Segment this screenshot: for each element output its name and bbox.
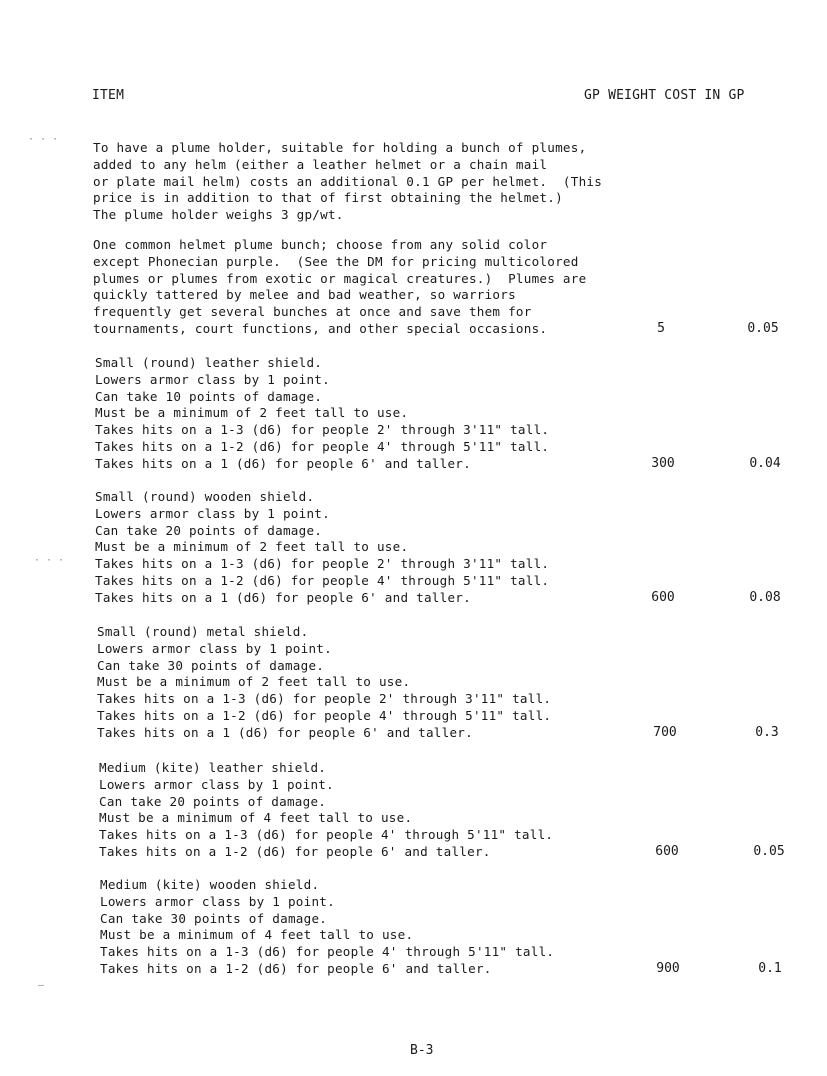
item-description-line: Takes hits on a 1-2 (d6) for people 4' through 5'11" tall. <box>97 707 552 723</box>
item-description-line: Small (round) metal shield. <box>97 624 309 639</box>
item-description-line: or plate mail helm) costs an additional 0.1 GP per helmet. (This <box>93 173 603 189</box>
item-description-line: frequently get several bunches at once and save them for <box>93 304 532 320</box>
item-weight: 600 <box>651 589 675 605</box>
item-description-line: Takes hits on a 1-2 (d6) for people 6' and taller. <box>99 843 491 859</box>
item-description-line: Must be a minimum of 2 feet tall to use. <box>97 674 411 690</box>
item-description-line: tournaments, court functions, and other special occasions. <box>93 320 548 336</box>
item-cost: 0.05 <box>753 844 785 859</box>
item-description-line: Lowers armor class by 1 point. <box>95 505 330 521</box>
item-description-line: One common helmet plume bunch; choose from any solid color <box>93 237 548 252</box>
item-description-line: price is in addition to that of first obtaining the helmet.) <box>93 190 563 206</box>
item-description-line: Can take 20 points of damage. <box>99 793 327 809</box>
item-entry <box>93 140 813 224</box>
item-weight: 900 <box>656 961 680 976</box>
item-cost: 0.08 <box>749 589 781 605</box>
item-description-line: Takes hits on a 1-2 (d6) for people 6' and taller. <box>100 960 492 976</box>
item-entry <box>95 355 815 473</box>
item-description-line: Can take 30 points of damage. <box>100 910 328 926</box>
scan-mark: · · · <box>34 555 65 566</box>
item-description-line: Takes hits on a 1-3 (d6) for people 2' through 3'11" tall. <box>95 422 550 438</box>
item-description-line: Lowers armor class by 1 point. <box>100 893 335 909</box>
column-header-weight-cost: GP WEIGHT COST IN GP <box>584 88 745 103</box>
item-description-line: Takes hits on a 1 (d6) for people 6' and taller. <box>95 455 471 471</box>
item-description-line: Lowers armor class by 1 point. <box>99 776 334 792</box>
item-description-line: Medium (kite) leather shield. <box>99 760 327 775</box>
item-description-line: Must be a minimum of 4 feet tall to use. <box>99 810 413 826</box>
item-description-line: Takes hits on a 1 (d6) for people 6' and taller. <box>97 724 473 740</box>
item-description-line: added to any helm (either a leather helmet or a chain mail <box>93 156 548 172</box>
item-description-line: Takes hits on a 1-3 (d6) for people 4' through 5'11" tall. <box>99 827 554 843</box>
item-description-line: Takes hits on a 1 (d6) for people 6' and taller. <box>95 589 471 605</box>
item-weight: 700 <box>653 724 677 740</box>
page-number: B-3 <box>410 1043 434 1058</box>
item-description-line: except Phonecian purple. (See the DM for pricing multicolored <box>93 253 579 269</box>
item-description-line: Can take 30 points of damage. <box>97 657 325 673</box>
item-description-line: To have a plume holder, suitable for holding a bunch of plumes, <box>93 140 587 155</box>
item-description-line: Takes hits on a 1-2 (d6) for people 4' through 5'11" tall. <box>95 438 550 454</box>
item-description-line: Must be a minimum of 2 feet tall to use. <box>95 405 409 421</box>
item-description-line: Lowers armor class by 1 point. <box>95 371 330 387</box>
item-weight: 600 <box>655 844 679 859</box>
item-entry <box>95 489 815 607</box>
item-entry <box>93 237 813 338</box>
scan-mark: · · · <box>28 134 59 145</box>
item-description-line: Can take 10 points of damage. <box>95 388 323 404</box>
item-description-line: Small (round) leather shield. <box>95 355 323 370</box>
item-description-line: Must be a minimum of 2 feet tall to use. <box>95 539 409 555</box>
item-description-line: The plume holder weighs 3 gp/wt. <box>93 207 344 223</box>
item-entry <box>97 624 817 742</box>
item-description-line: plumes or plumes from exotic or magical creatures.) Plumes are <box>93 270 587 286</box>
item-description-line: Lowers armor class by 1 point. <box>97 640 332 656</box>
item-description-line: quickly tattered by melee and bad weather, so warriors <box>93 287 516 303</box>
item-description-line: Medium (kite) wooden shield. <box>100 877 320 892</box>
scan-mark: — <box>38 980 45 991</box>
item-description-line: Takes hits on a 1-3 (d6) for people 2' through 3'11" tall. <box>95 556 550 572</box>
item-description-line: Takes hits on a 1-3 (d6) for people 2' through 3'11" tall. <box>97 691 552 707</box>
item-entry <box>100 877 820 978</box>
item-description-line: Small (round) wooden shield. <box>95 489 315 504</box>
item-weight: 5 <box>657 321 665 336</box>
column-header-item: ITEM <box>92 88 125 103</box>
item-description-line: Must be a minimum of 4 feet tall to use. <box>100 927 414 943</box>
item-cost: 0.04 <box>749 455 781 471</box>
item-description-line: Takes hits on a 1-2 (d6) for people 4' through 5'11" tall. <box>95 572 550 588</box>
item-cost: 0.1 <box>758 961 782 976</box>
item-entry <box>99 760 819 861</box>
item-weight: 300 <box>651 455 675 471</box>
item-description-line: Takes hits on a 1-3 (d6) for people 4' through 5'11" tall. <box>100 944 555 960</box>
item-cost: 0.05 <box>747 321 779 336</box>
item-cost: 0.3 <box>755 724 779 740</box>
item-description-line: Can take 20 points of damage. <box>95 522 323 538</box>
